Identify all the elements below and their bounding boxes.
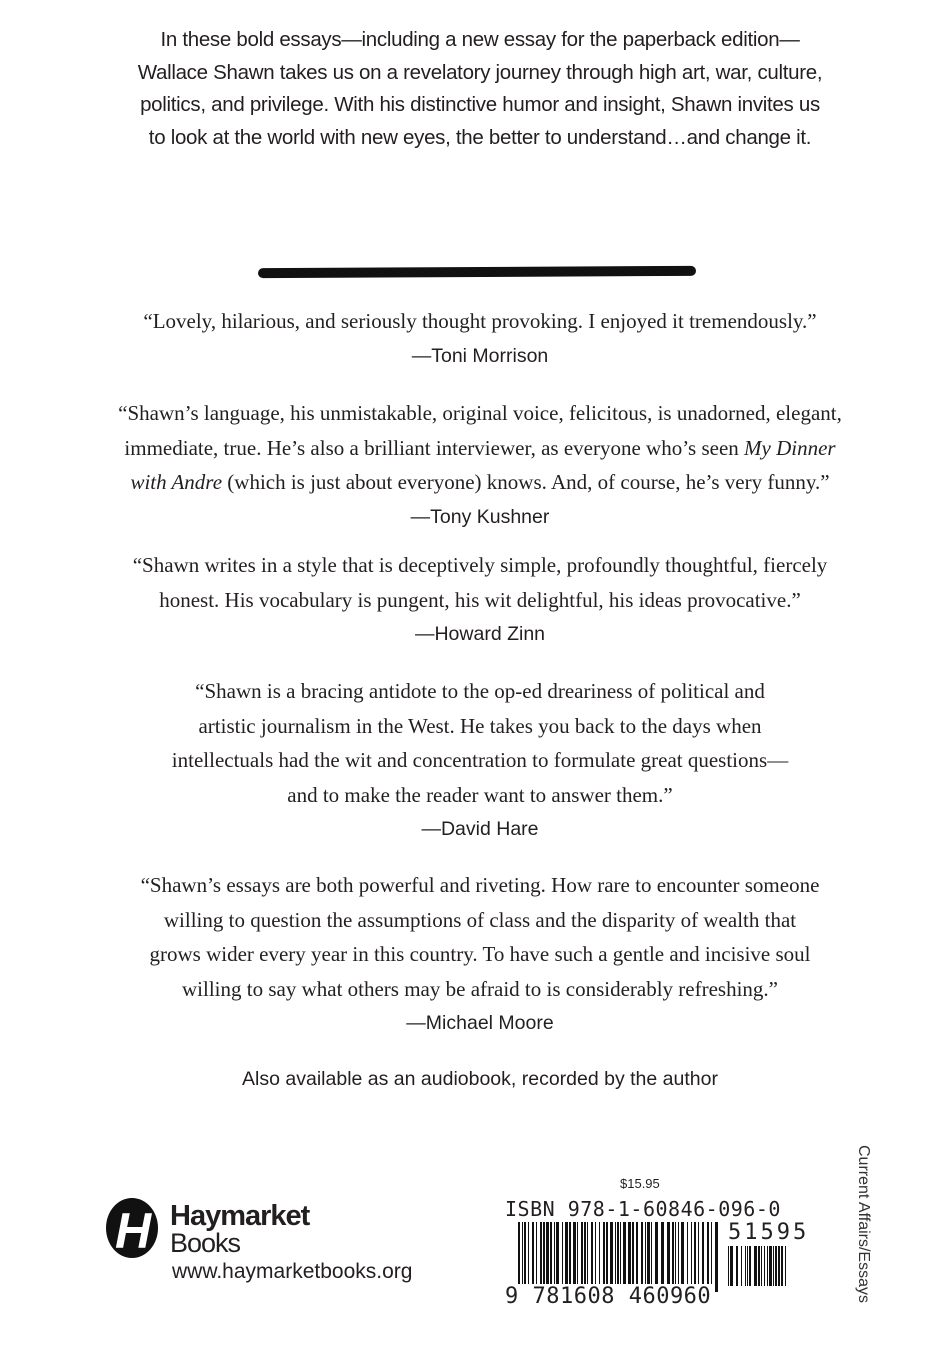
publisher-name: Haymarket bbox=[170, 1200, 310, 1232]
quote-line bbox=[60, 431, 900, 466]
barcode-bar bbox=[681, 1222, 684, 1284]
barcode-bar bbox=[569, 1222, 571, 1284]
barcode-bar bbox=[778, 1246, 780, 1286]
barcode-bar bbox=[730, 1246, 733, 1286]
barcode-digits: 9 781608 460960 bbox=[505, 1284, 712, 1309]
barcode-bar bbox=[599, 1222, 600, 1284]
barcode-bar bbox=[632, 1222, 634, 1284]
blurb-quote-kushner bbox=[60, 396, 900, 534]
barcode-bar bbox=[781, 1246, 783, 1286]
barcode-bar bbox=[675, 1222, 676, 1284]
barcode-bar bbox=[620, 1222, 621, 1284]
barcode-bar bbox=[655, 1222, 658, 1284]
barcode-bar bbox=[610, 1222, 613, 1284]
barcode-bar bbox=[524, 1222, 526, 1284]
barcode-bar bbox=[687, 1222, 688, 1284]
barcode-bar bbox=[591, 1222, 593, 1284]
barcode-bar bbox=[615, 1222, 616, 1284]
barcode-bar bbox=[536, 1222, 537, 1284]
barcode-bar bbox=[546, 1222, 549, 1284]
price: $15.95 bbox=[620, 1176, 660, 1191]
barcode-bar bbox=[698, 1222, 699, 1284]
blurb-line: Wallace Shawn takes us on a revelatory journey through high art, war, culture, bbox=[137, 60, 823, 84]
quote-line bbox=[60, 465, 900, 500]
barcode-bar bbox=[761, 1246, 762, 1286]
barcode-bar bbox=[785, 1246, 786, 1286]
barcode-bar bbox=[651, 1222, 652, 1284]
barcode-bar bbox=[628, 1222, 631, 1284]
barcode-bar bbox=[562, 1222, 563, 1284]
barcode-bar bbox=[532, 1222, 534, 1284]
barcode-bar bbox=[587, 1222, 588, 1284]
quote-line: “Shawn is a bracing antidote to the op-ed dreariness of political and bbox=[195, 679, 765, 703]
quote-line: willing to question the assumptions of class and the disparity of wealth that bbox=[163, 907, 797, 932]
publisher-name-2: Books bbox=[170, 1228, 241, 1258]
blurb-quote-morrison bbox=[60, 304, 900, 373]
barcode-bar bbox=[641, 1222, 643, 1284]
quote-line: “Shawn’s essays are both powerful and riveting. How rare to encounter someone bbox=[140, 873, 820, 897]
blurb-quote-hare bbox=[60, 674, 900, 847]
barcode-addon-digits: 51595 bbox=[728, 1220, 810, 1245]
barcode-bar bbox=[647, 1222, 650, 1284]
quote-attribution: —Toni Morrison bbox=[411, 344, 549, 367]
barcode-bar bbox=[584, 1222, 586, 1284]
barcode-bar bbox=[661, 1222, 664, 1284]
barcode-bar bbox=[623, 1222, 626, 1284]
quote-line: honest. His vocabulary is pungent, his wit delightful, his ideas provocative.” bbox=[159, 587, 801, 612]
barcode-bar bbox=[518, 1222, 520, 1292]
description-blurb bbox=[60, 24, 900, 154]
barcode-bar bbox=[581, 1222, 583, 1284]
barcode-bar bbox=[577, 1222, 578, 1284]
barcode-bar bbox=[573, 1222, 576, 1284]
barcode-bar bbox=[606, 1222, 608, 1284]
quote-attribution: —Michael Moore bbox=[406, 1012, 554, 1034]
barcode-bar bbox=[528, 1222, 529, 1284]
barcode-bar bbox=[595, 1222, 596, 1284]
quote-title-italic: with Andre bbox=[130, 470, 223, 494]
quote-attribution: —David Hare bbox=[421, 818, 539, 840]
category-label: Current Affairs/Essays bbox=[855, 1145, 872, 1303]
quote-line: intellectuals had the wit and concentration to formulate great questions— bbox=[171, 748, 789, 772]
quote-line: “Shawn writes in a style that is deceptively simple, profoundly thoughtful, fiercely bbox=[132, 553, 828, 577]
publisher-url: www.haymarketbooks.org bbox=[172, 1260, 413, 1283]
barcode-bar bbox=[769, 1246, 772, 1286]
logo-letter: H bbox=[115, 1203, 152, 1259]
barcode-bar bbox=[565, 1222, 568, 1284]
quote-line: artistic journalism in the West. He takes you back to the days when bbox=[198, 713, 762, 738]
quote-title-italic: My Dinner bbox=[744, 435, 836, 460]
barcode-bar bbox=[636, 1222, 638, 1284]
quote-text: immediate, true. He’s also a brilliant interviewer, as everyone who’s seen bbox=[124, 435, 745, 460]
isbn-label: ISBN 978-1-60846-096-0 bbox=[505, 1197, 781, 1221]
barcode-bar bbox=[711, 1222, 712, 1292]
blurb-quote-zinn bbox=[60, 548, 900, 652]
divider-brushstroke bbox=[258, 266, 696, 278]
barcode-bar bbox=[749, 1246, 751, 1286]
barcode-bar bbox=[543, 1222, 545, 1284]
barcode-bar bbox=[758, 1246, 760, 1286]
barcode-bar bbox=[691, 1222, 692, 1284]
audiobook-note: Also available as an audiobook, recorded by the author bbox=[242, 1068, 718, 1090]
quote-line: “Shawn’s language, his unmistakable, original voice, felicitous, is unadorned, elegant, bbox=[118, 401, 842, 425]
barcode-bar bbox=[550, 1222, 552, 1284]
blurb-line: politics, and privilege. With his distinctive humor and insight, Shawn invites us bbox=[140, 93, 820, 116]
barcode-bar bbox=[540, 1222, 542, 1284]
barcode-bar bbox=[767, 1246, 768, 1286]
barcode-bar bbox=[694, 1222, 696, 1284]
barcode-bar bbox=[617, 1222, 619, 1284]
quote-attribution: —Howard Zinn bbox=[414, 623, 546, 645]
barcode-bar bbox=[741, 1246, 742, 1286]
barcode-bar bbox=[556, 1222, 559, 1284]
haymarket-h-icon bbox=[106, 1198, 158, 1258]
barcode-bar bbox=[736, 1246, 738, 1286]
blurb-quote-moore bbox=[60, 868, 900, 1041]
barcode-bar bbox=[773, 1246, 774, 1286]
quote-line: and to make the reader want to answer them.” bbox=[287, 782, 673, 807]
barcode-bar bbox=[645, 1222, 646, 1284]
blurb-line: to look at the world with new eyes, the better to understand…and change it. bbox=[148, 125, 812, 149]
blurb-line: In these bold essays—including a new essay for the paperback edition— bbox=[160, 28, 800, 51]
barcode-bar bbox=[728, 1246, 729, 1286]
barcode-bar bbox=[554, 1222, 555, 1284]
quote-line: willing to say what others may be afraid to is considerably refreshing.” bbox=[182, 976, 778, 1001]
quote-line: grows wider every year in this country. To have such a gentle and incisive soul bbox=[149, 942, 811, 966]
barcode-bar bbox=[702, 1222, 704, 1284]
barcode-bar bbox=[747, 1246, 748, 1286]
quote-line: “Lovely, hilarious, and seriously thought provoking. I enjoyed it tremendously.” bbox=[143, 309, 817, 333]
barcode-bar bbox=[745, 1246, 746, 1286]
barcode-bar bbox=[522, 1222, 523, 1292]
barcode-bar bbox=[764, 1246, 765, 1286]
barcode-bar bbox=[678, 1222, 679, 1284]
quote-attribution: —Tony Kushner bbox=[410, 505, 550, 528]
barcode-bar bbox=[603, 1222, 605, 1284]
barcode-bar bbox=[775, 1246, 777, 1286]
barcode-bar bbox=[672, 1222, 674, 1284]
barcode-bar bbox=[715, 1222, 718, 1292]
barcode-bar bbox=[667, 1222, 670, 1284]
barcode-bar bbox=[707, 1222, 709, 1284]
barcode-bar bbox=[754, 1246, 757, 1286]
quote-text: (which is just about everyone) knows. And, of course, he’s very funny.” bbox=[222, 470, 830, 494]
